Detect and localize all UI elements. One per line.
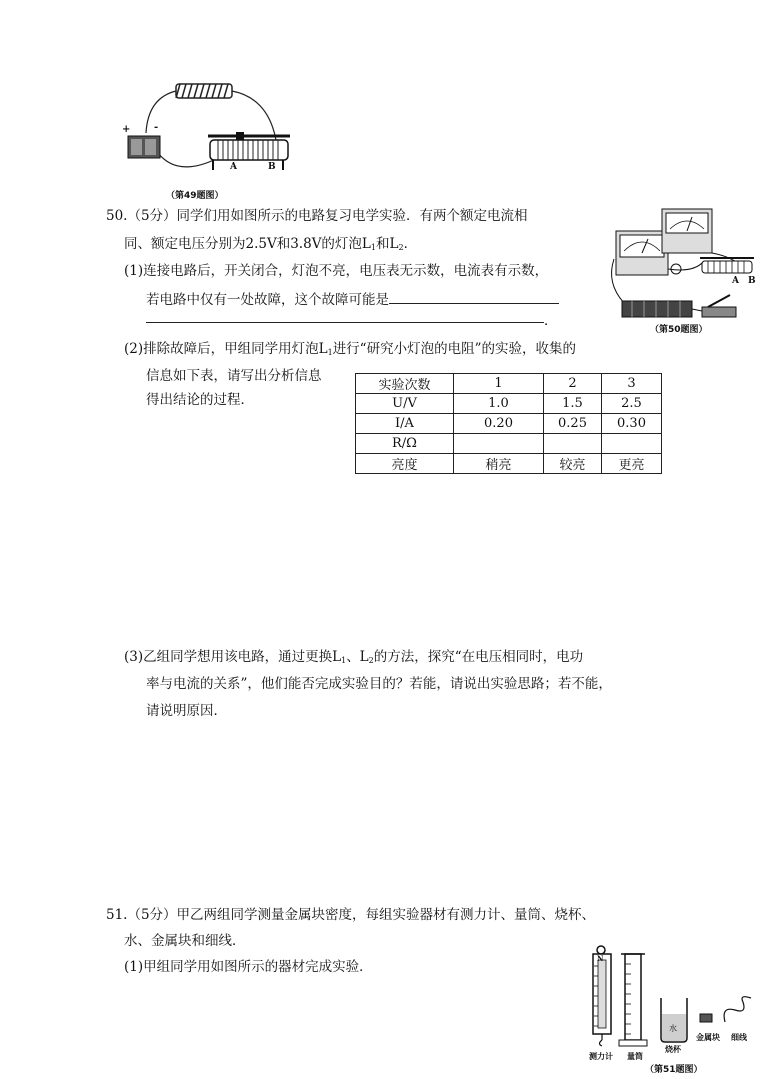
table-header-cell: 实验次数 bbox=[356, 374, 454, 394]
q50-part2-line3: 得出结论的过程． bbox=[146, 392, 254, 408]
q50-part2-line2: 信息如下表，请写出分析信息 bbox=[146, 368, 322, 384]
q50-line2-b: 和L bbox=[376, 236, 399, 252]
table-cell-input[interactable] bbox=[454, 434, 544, 454]
q50-part2-line1-b: 进行“研究小灯泡的电阻”的实验，收集的 bbox=[332, 341, 576, 357]
q51-header: 51.（5分）甲乙两组同学测量金属块密度，每组实验器材有测力计、量筒、烧杯、 bbox=[106, 907, 596, 923]
q50-line2-a: 同、额定电压分别为2.5V和3.8V的灯泡L bbox=[124, 236, 371, 252]
q51-line2: 水、金属块和细线． bbox=[124, 933, 246, 949]
table-cell: 0.25 bbox=[544, 414, 602, 434]
table-cell: 2.5 bbox=[602, 394, 662, 414]
table-cell: 0.30 bbox=[602, 414, 662, 434]
table-cell: 更亮 bbox=[602, 454, 662, 474]
table-cell: I/A bbox=[356, 414, 454, 434]
q50-part3-line1-b: 、L bbox=[346, 649, 369, 665]
figure-49 bbox=[118, 78, 298, 203]
circuit-49-diagram bbox=[118, 78, 298, 203]
table-cell: 亮度 bbox=[356, 454, 454, 474]
table-cell: 0.20 bbox=[454, 414, 544, 434]
q50-part3-line2: 率与电流的关系”，他们能否完成实验目的？若能，请说出实验思路；若不能， bbox=[146, 676, 612, 692]
q50-part3-line1-c: 的方法，探究“在电压相同时，电功 bbox=[373, 649, 584, 665]
water-label: 水 bbox=[669, 1024, 677, 1033]
table-row bbox=[356, 434, 662, 454]
q50-part2-line1-a: (2)排除故障后，甲组同学用灯泡L bbox=[124, 341, 328, 357]
answer-blank-2-period: ． bbox=[544, 313, 558, 329]
figure-50 bbox=[604, 203, 759, 338]
battery-plus-label: + bbox=[122, 124, 131, 135]
q50-line2 bbox=[124, 235, 417, 257]
table-cell: R/Ω bbox=[356, 434, 454, 454]
thread-label: 细线 bbox=[731, 1033, 747, 1042]
rheostat-b-label: B bbox=[268, 162, 276, 172]
q50-part3-line1 bbox=[124, 648, 583, 670]
q50-part3-sub-1: 1 bbox=[341, 656, 347, 665]
q50-part2-sub-1: 1 bbox=[327, 348, 333, 357]
q50-sub-2: 2 bbox=[398, 243, 404, 252]
q51-part1: (1)甲组同学用如图所示的器材完成实验． bbox=[124, 959, 373, 975]
q50-line2-c: ． bbox=[403, 236, 418, 252]
q50-sub-1: 1 bbox=[370, 243, 376, 252]
table-row bbox=[356, 394, 662, 414]
answer-blank-1[interactable] bbox=[389, 289, 559, 304]
q50-part1-line1: (1)连接电路后，开关闭合，灯泡不亮，电压表无示数，电流表有示数， bbox=[124, 263, 549, 279]
table-cell-input[interactable] bbox=[602, 434, 662, 454]
q50-part3-sub-2: 2 bbox=[368, 656, 374, 665]
figure-51-caption: （第51题图） bbox=[645, 1065, 703, 1075]
circuit-50-diagram bbox=[604, 203, 759, 338]
q50-part1-line2 bbox=[146, 289, 559, 309]
figure-50-caption: （第50题图） bbox=[650, 325, 708, 335]
experiment-table bbox=[355, 373, 662, 474]
dynamometer-n-label: N bbox=[597, 954, 604, 963]
q50-part1-prompt: 若电路中仅有一处故障，这个故障可能是 bbox=[146, 292, 389, 308]
figure-50-label-a: A bbox=[732, 276, 739, 286]
table-row bbox=[356, 414, 662, 434]
metal-block-label: 金属块 bbox=[696, 1033, 720, 1042]
rheostat-a-label: A bbox=[230, 162, 237, 172]
table-row bbox=[356, 454, 662, 474]
q50-part2-line1 bbox=[124, 340, 576, 362]
battery-minus-label: - bbox=[154, 122, 159, 133]
table-header-cell: 2 bbox=[544, 374, 602, 394]
table-header-cell: 3 bbox=[602, 374, 662, 394]
cylinder-label: 量筒 bbox=[627, 1052, 643, 1061]
table-cell: 1.5 bbox=[544, 394, 602, 414]
q50-part3-line1-a: (3)乙组同学想用该电路，通过更换L bbox=[124, 649, 342, 665]
figure-51 bbox=[585, 940, 759, 1075]
q50-part3-line3: 请说明原因． bbox=[146, 703, 227, 719]
table-cell-input[interactable] bbox=[544, 434, 602, 454]
table-header-cell: 1 bbox=[454, 374, 544, 394]
table-header-row bbox=[356, 374, 662, 394]
figure-50-label-b: B bbox=[748, 276, 756, 286]
table-cell: 较亮 bbox=[544, 454, 602, 474]
q50-header: 50.（5分）同学们用如图所示的电路复习电学实验．有两个额定电流相 bbox=[106, 208, 528, 224]
dynamometer-label: 测力计 bbox=[589, 1052, 613, 1061]
beaker-label: 烧杯 bbox=[665, 1045, 681, 1054]
answer-blank-2-line[interactable] bbox=[146, 322, 544, 323]
table-cell: 稍亮 bbox=[454, 454, 544, 474]
figure-49-caption: （第49题图） bbox=[166, 191, 224, 201]
table-cell: U/V bbox=[356, 394, 454, 414]
table-cell: 1.0 bbox=[454, 394, 544, 414]
